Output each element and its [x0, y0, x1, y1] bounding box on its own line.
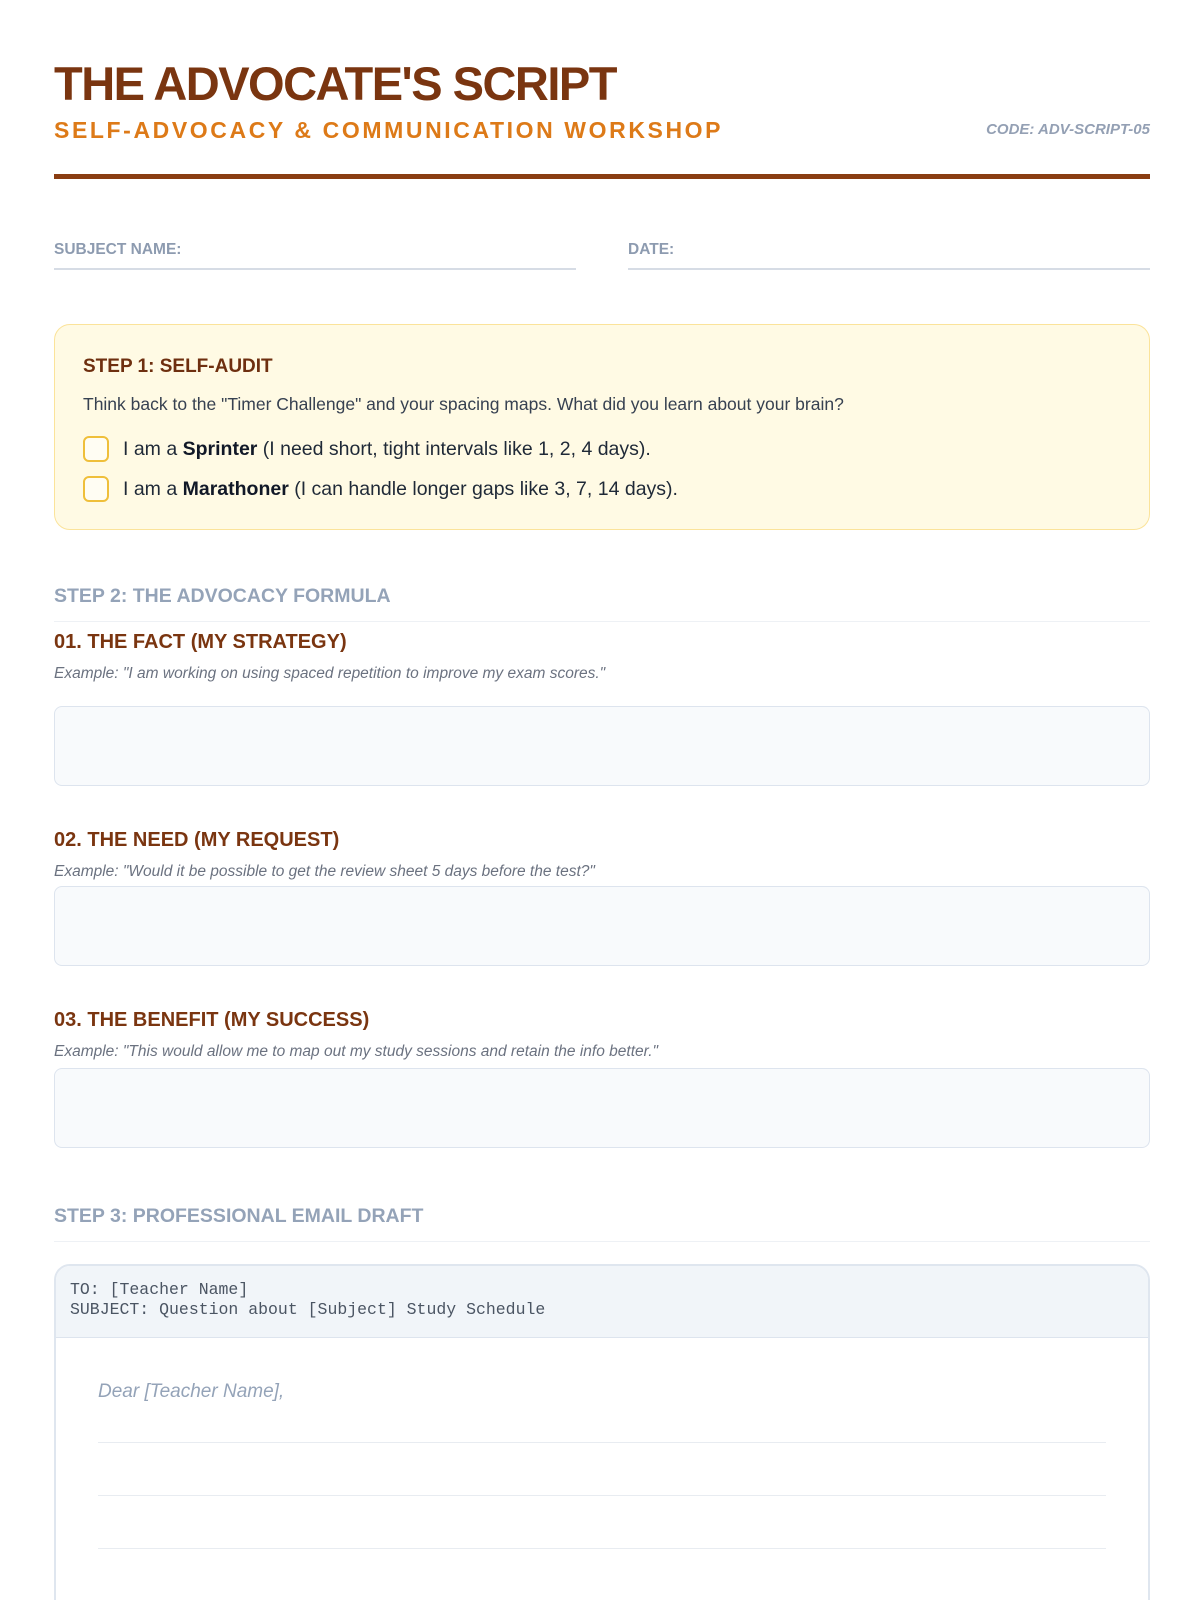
step1-title: STEP 1: SELF-AUDIT: [83, 356, 273, 377]
subject-name-field[interactable]: [54, 236, 576, 270]
sprinter-option-text: [123, 437, 651, 461]
email-writing-line[interactable]: [98, 1442, 1106, 1443]
benefit-item-example: Example: "This would allow me to map out my study sessions and retain the info better.": [54, 1043, 659, 1060]
option-keyword: Marathoner: [182, 478, 289, 500]
option-prefix: I am a: [123, 438, 183, 460]
email-draft: [54, 1264, 1150, 1600]
date-label: DATE:: [628, 241, 675, 258]
fact-answer-box[interactable]: [54, 706, 1150, 786]
empty-checkbox-icon[interactable]: [83, 476, 109, 502]
benefit-item-title: 03. THE BENEFIT (MY SUCCESS): [54, 1009, 370, 1031]
fact-item-example: Example: "I am working on using spaced repetition to improve my exam scores.": [54, 665, 606, 682]
email-subject-line: SUBJECT: Question about [Subject] Study Schedule: [70, 1300, 546, 1319]
email-to-line: TO: [Teacher Name]: [70, 1280, 249, 1299]
page-title: THE ADVOCATE'S SCRIPT: [54, 57, 616, 110]
option-description: (I can handle longer gaps like 3, 7, 14 days).: [288, 478, 678, 500]
date-field[interactable]: [628, 236, 1150, 270]
empty-checkbox-icon[interactable]: [83, 436, 109, 462]
step2-title: STEP 2: THE ADVOCACY FORMULA: [54, 585, 391, 607]
marathoner-option[interactable]: [83, 475, 678, 503]
need-item-title: 02. THE NEED (MY REQUEST): [54, 829, 340, 851]
email-writing-line[interactable]: [98, 1495, 1106, 1496]
step2-heading: [54, 584, 1150, 622]
need-item-example: Example: "Would it be possible to get the review sheet 5 days before the test?": [54, 863, 595, 880]
email-writing-line[interactable]: [98, 1548, 1106, 1549]
step1-prompt: Think back to the "Timer Challenge" and your spacing maps. What did you learn about your brain?: [83, 394, 844, 414]
worksheet-code: CODE: ADV-SCRIPT-05: [986, 121, 1150, 138]
email-salutation: Dear [Teacher Name],: [98, 1381, 285, 1402]
sprinter-option[interactable]: [83, 435, 651, 463]
need-answer-box[interactable]: [54, 886, 1150, 966]
email-header: [56, 1266, 1148, 1338]
step3-title: STEP 3: PROFESSIONAL EMAIL DRAFT: [54, 1205, 424, 1227]
self-audit-box: [54, 324, 1150, 530]
benefit-answer-box[interactable]: [54, 1068, 1150, 1148]
fact-item-title: 01. THE FACT (MY STRATEGY): [54, 631, 347, 653]
option-keyword: Sprinter: [182, 438, 258, 460]
marathoner-option-text: [123, 477, 678, 501]
option-description: (I need short, tight intervals like 1, 2, 4 days).: [257, 438, 651, 460]
option-prefix: I am a: [123, 478, 183, 500]
header-divider: [54, 174, 1150, 179]
page-subtitle: SELF-ADVOCACY & COMMUNICATION WORKSHOP: [54, 117, 724, 143]
subject-name-label: SUBJECT NAME:: [54, 241, 182, 258]
step3-heading: [54, 1204, 1150, 1242]
worksheet-page: [54, 0, 1150, 1600]
